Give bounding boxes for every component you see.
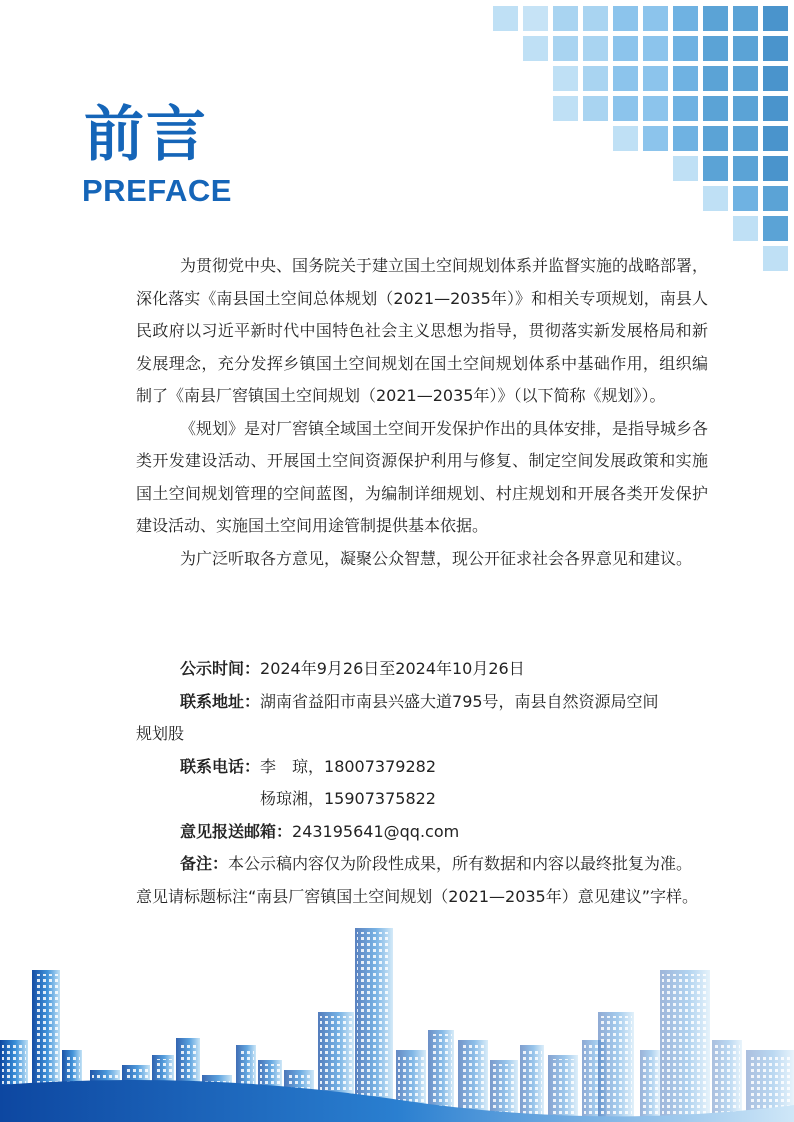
paragraph: 为广泛听取各方意见，凝聚公众智慧，现公开征求社会各界意见和建议。 — [180, 548, 693, 568]
mosaic-tile — [763, 6, 788, 31]
notice-address-cont: 规划股 — [136, 724, 185, 743]
mosaic-tile — [553, 66, 578, 91]
skyline-building — [712, 1040, 742, 1122]
mosaic-tile — [673, 66, 698, 91]
mosaic-tile — [733, 66, 758, 91]
mosaic-tile — [523, 36, 548, 61]
mosaic-tile — [613, 126, 638, 151]
mosaic-tile — [763, 126, 788, 151]
mosaic-tile — [703, 156, 728, 181]
mosaic-tile — [733, 36, 758, 61]
skyline-building — [548, 1055, 578, 1122]
notice-remark-cont: 意见请标题标注“南县厂窖镇国土空间规划（2021—2035年）意见建议”字样。 — [136, 886, 699, 906]
notice-email — [180, 816, 459, 849]
mosaic-tile — [733, 126, 758, 151]
mosaic-tile — [553, 36, 578, 61]
mosaic-tile — [643, 96, 668, 121]
notice-time-value: 2024年9月26日至2024年10月26日 — [260, 659, 525, 678]
mosaic-tile — [763, 36, 788, 61]
mosaic-tile — [583, 36, 608, 61]
skyline-building — [598, 1012, 634, 1122]
mosaic-tile — [643, 66, 668, 91]
mosaic-tile — [703, 6, 728, 31]
paragraph: 《规划》是对厂窖镇全域国土空间开发保护作出的具体安排，是指导城乡各类开发建设活动、开展国土空间资源保护利用与修复、制定空间发展政策和实施国土空间规划管理的空间蓝图，为编制详细规划、村庄规划和开展各类开发保护建设活动、实施国土空间用途管制提供基本依据。 — [136, 418, 709, 535]
mosaic-tile — [583, 96, 608, 121]
mosaic-tile — [493, 6, 518, 31]
mosaic-tile — [613, 36, 638, 61]
mosaic-tile — [643, 126, 668, 151]
mosaic-tile — [763, 246, 788, 271]
notice-remark-value: 本公示稿内容仅为阶段性成果，所有数据和内容以最终批复为准。 — [228, 854, 693, 873]
page-title: 前言 — [84, 100, 208, 170]
mosaic-tile — [613, 66, 638, 91]
mosaic-tile — [733, 216, 758, 241]
mosaic-tile — [763, 96, 788, 121]
notice-address-value: 湖南省益阳市南县兴盛大道795号，南县自然资源局空间 — [260, 691, 659, 711]
city-skyline-illustration — [0, 900, 794, 1122]
mosaic-tile — [523, 6, 548, 31]
paragraph: 为贯彻党中央、国务院关于建立国土空间规划体系并监督实施的战略部署，深化落实《南县国土空间总体规划（2021—2035年）》和相关专项规划，南县人民政府以习近平新时代中国特色社会主义思想为指导，贯彻落实新发展格局和新发展理念，充分发挥乡镇国土空间规划在国土空间规划体系中基础作用，组织编制了《南县厂窖镇国土空间规划（2021—2035年）》（以下简称《规划》）。 — [136, 256, 709, 405]
mosaic-tile — [673, 36, 698, 61]
mosaic-tile — [763, 156, 788, 181]
notice-remark-label: 备注： — [180, 854, 229, 873]
notice-phone-value-1: 李 琼，18007379282 — [260, 756, 436, 776]
notice-phone — [180, 751, 436, 784]
mosaic-tile — [703, 36, 728, 61]
skyline-building — [660, 970, 710, 1122]
mosaic-tile — [673, 126, 698, 151]
mosaic-tile — [643, 36, 668, 61]
mosaic-tile — [733, 156, 758, 181]
skyline-building — [355, 928, 393, 1122]
mosaic-tile — [613, 6, 638, 31]
skyline-building — [640, 1050, 660, 1122]
preface-body — [136, 250, 708, 575]
mosaic-tile — [613, 96, 638, 121]
mosaic-tile — [553, 6, 578, 31]
notice-email-value: 243195641@qq.com — [292, 821, 460, 841]
mosaic-tile — [673, 156, 698, 181]
mosaic-tile — [673, 96, 698, 121]
notice-remark — [180, 848, 692, 881]
notice-address — [180, 686, 659, 719]
notice-email-label: 意见报送邮箱： — [180, 821, 293, 841]
mosaic-tile — [733, 6, 758, 31]
mosaic-tile — [643, 6, 668, 31]
page-subtitle: PREFACE — [82, 173, 232, 208]
mosaic-tile — [583, 66, 608, 91]
notice-time — [180, 653, 525, 686]
mosaic-tile — [583, 6, 608, 31]
mosaic-tile — [763, 66, 788, 91]
notice-phone-label: 联系电话： — [180, 756, 261, 776]
notice-time-label: 公示时间： — [180, 659, 261, 678]
mosaic-tile — [763, 216, 788, 241]
mosaic-tile — [673, 6, 698, 31]
notice-phone-value-2: 杨琼湘，15907375822 — [260, 789, 436, 808]
skyline-building — [520, 1045, 544, 1122]
mosaic-tile — [763, 186, 788, 211]
mosaic-tile — [703, 66, 728, 91]
mosaic-tile — [733, 186, 758, 211]
mosaic-tile — [703, 186, 728, 211]
mosaic-tile — [733, 96, 758, 121]
mosaic-tile — [703, 96, 728, 121]
mosaic-tile — [703, 126, 728, 151]
mosaic-tile — [553, 96, 578, 121]
notice-address-label: 联系地址： — [180, 691, 261, 711]
